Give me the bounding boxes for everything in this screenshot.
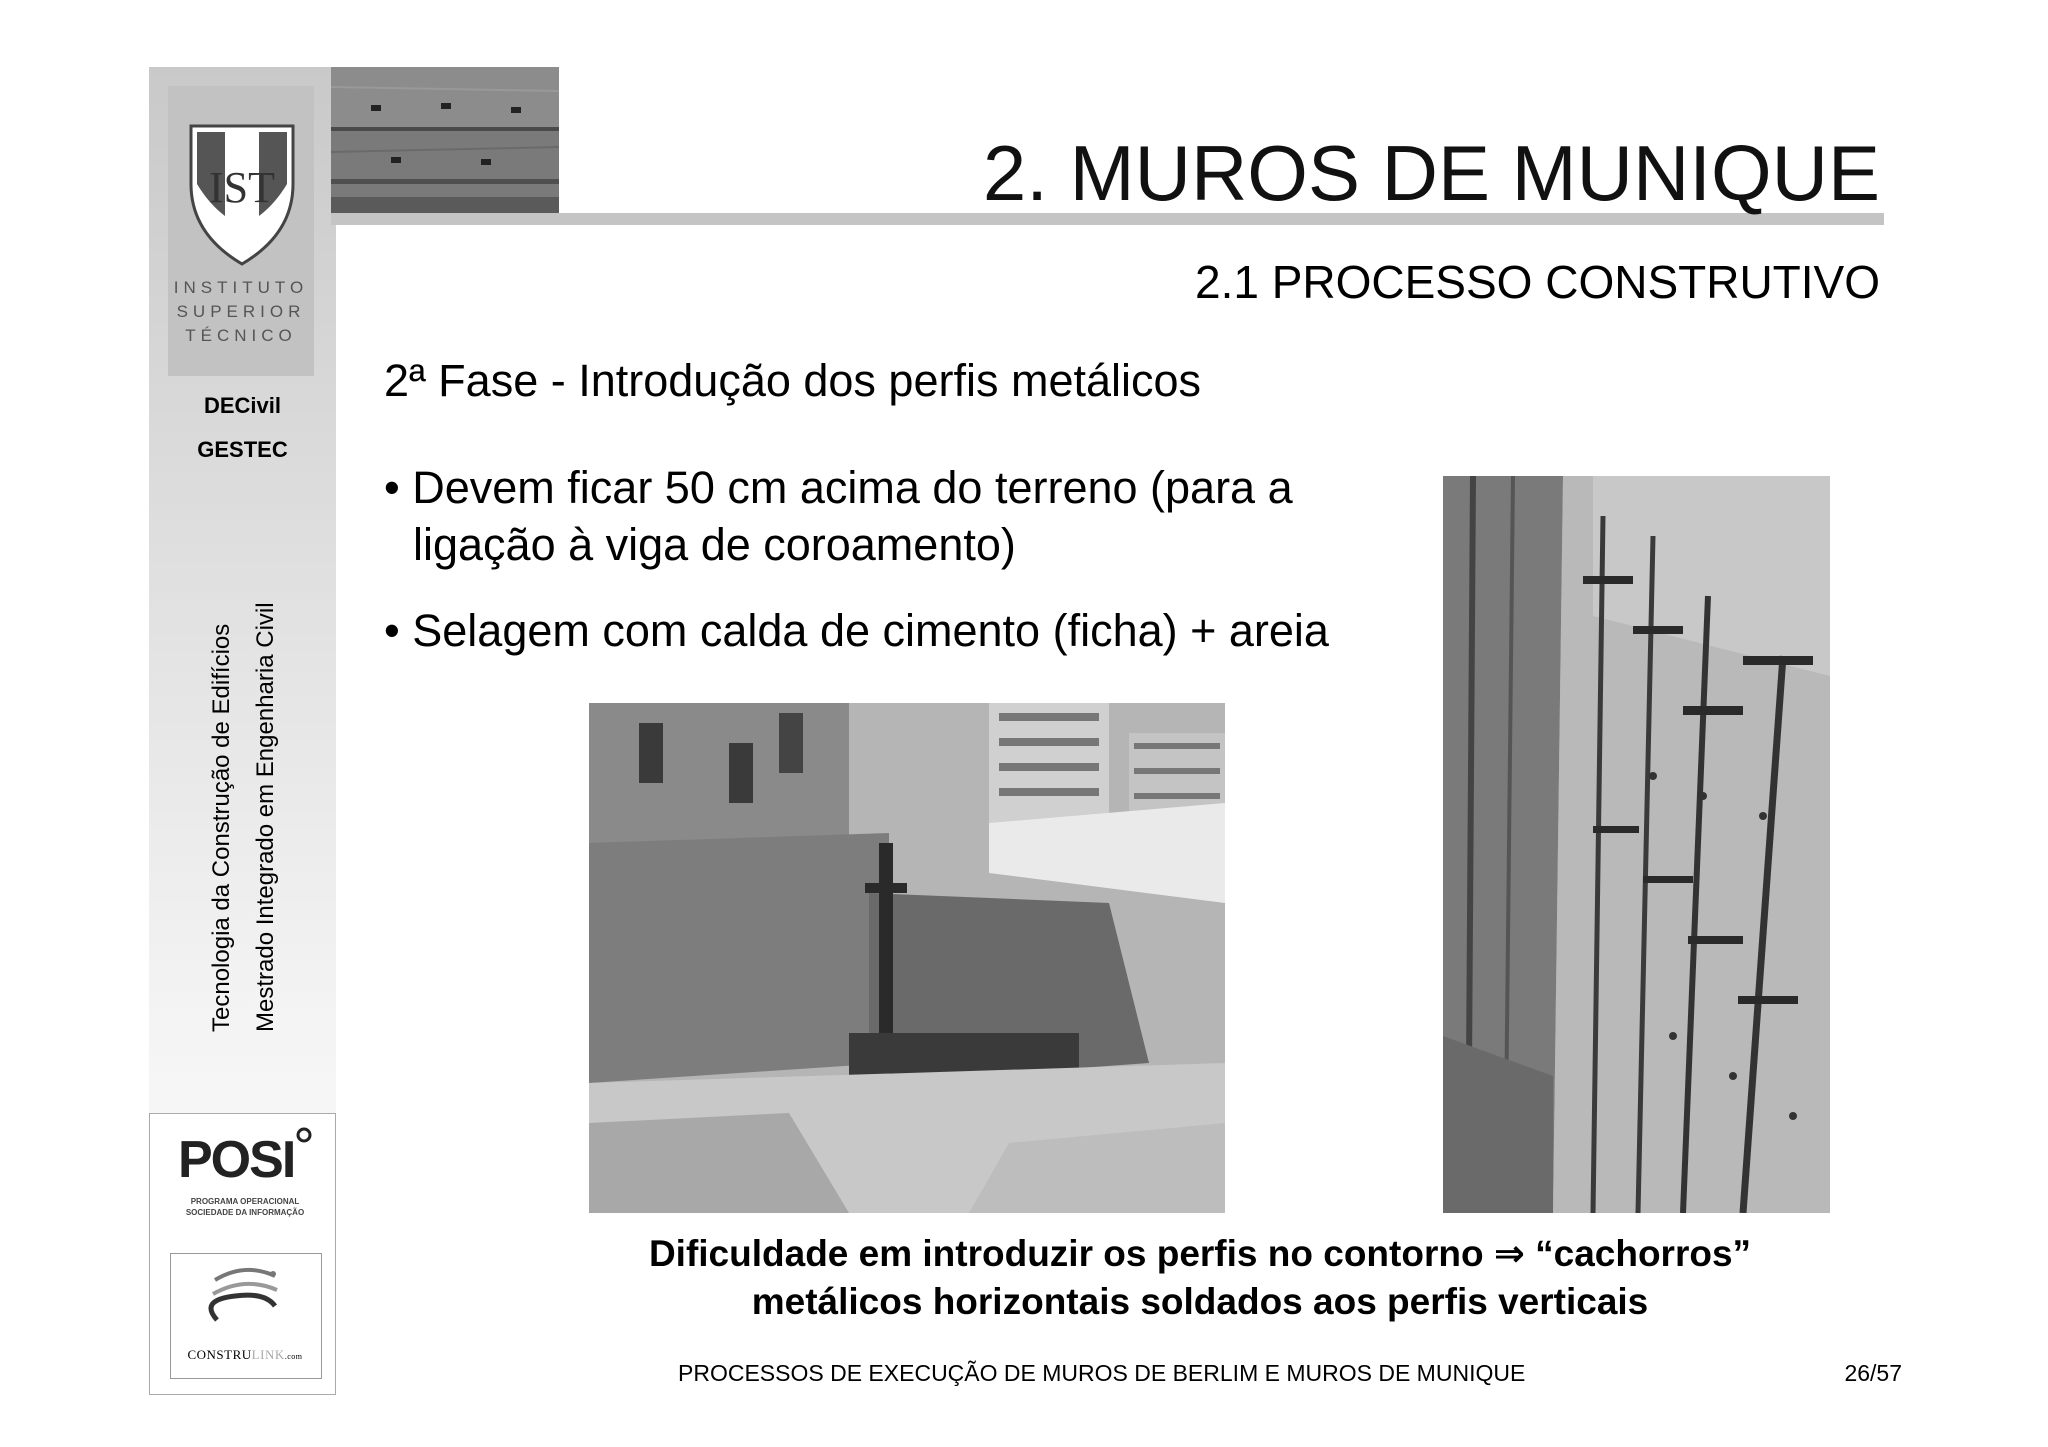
caption-line-2: metálicos horizontais soldados aos perfis verticais (751, 1281, 1649, 1322)
phase-heading: 2ª Fase - Introdução dos perfis metálicos (384, 355, 1202, 406)
posi-subtitle-1: PROGRAMA OPERACIONAL (190, 1197, 300, 1206)
ist-shield-icon (189, 124, 295, 266)
caption-line-1: Dificuldade em introduzir os perfis no contorno ⇒ “cachorros” (648, 1233, 1752, 1274)
footer-course-title: PROCESSOS DE EXECUÇÃO DE MUROS DE BERLIM E MUROS DE MUNIQUE (678, 1360, 1526, 1386)
bullet-1-line-2: ligação à viga de coroamento) (413, 519, 1016, 570)
posi-logo-text: POSI (178, 1131, 295, 1187)
posi-subtitle-2: SOCIEDADE DA INFORMAÇÃO (185, 1208, 305, 1217)
institute-line-3: TÉCNICO (185, 326, 297, 345)
course-title-vertical: Tecnologia da Construção de Edifícios (208, 623, 235, 1032)
retaining-wall-profiles-photo (1443, 476, 1830, 1213)
page-number: 26/57 (1844, 1360, 1902, 1386)
slide-title: 2. MUROS DE MUNIQUE (982, 129, 1880, 217)
bullet-1-line-1: • Devem ficar 50 cm acima do terreno (para a (384, 462, 1293, 513)
program-title-vertical: Mestrado Integrado em Engenharia Civil (252, 602, 279, 1032)
construlink-wordmark (170, 1347, 320, 1363)
bullet-2: • Selagem com calda de cimento (ficha) + areia (384, 605, 1329, 656)
institute-line-2: SUPERIOR (176, 302, 306, 321)
slide-subtitle: 2.1 PROCESSO CONSTRUTIVO (1194, 256, 1880, 308)
institute-line-1: INSTITUTO (173, 278, 309, 297)
ist-monogram: IST (209, 163, 275, 212)
construlink-swoosh-icon (205, 1262, 285, 1334)
photo-caption (560, 1230, 1840, 1326)
construlink-part-3: .com (284, 1352, 303, 1361)
department-gestec: GESTEC (197, 437, 288, 462)
construlink-part-2: LINK (251, 1347, 285, 1362)
construlink-part-1: CONSTRU (187, 1347, 252, 1362)
header-wall-photo (331, 67, 559, 215)
department-decivil: DECivil (203, 393, 282, 418)
drilling-rig-photo (589, 703, 1225, 1213)
posi-logo (176, 1127, 316, 1187)
